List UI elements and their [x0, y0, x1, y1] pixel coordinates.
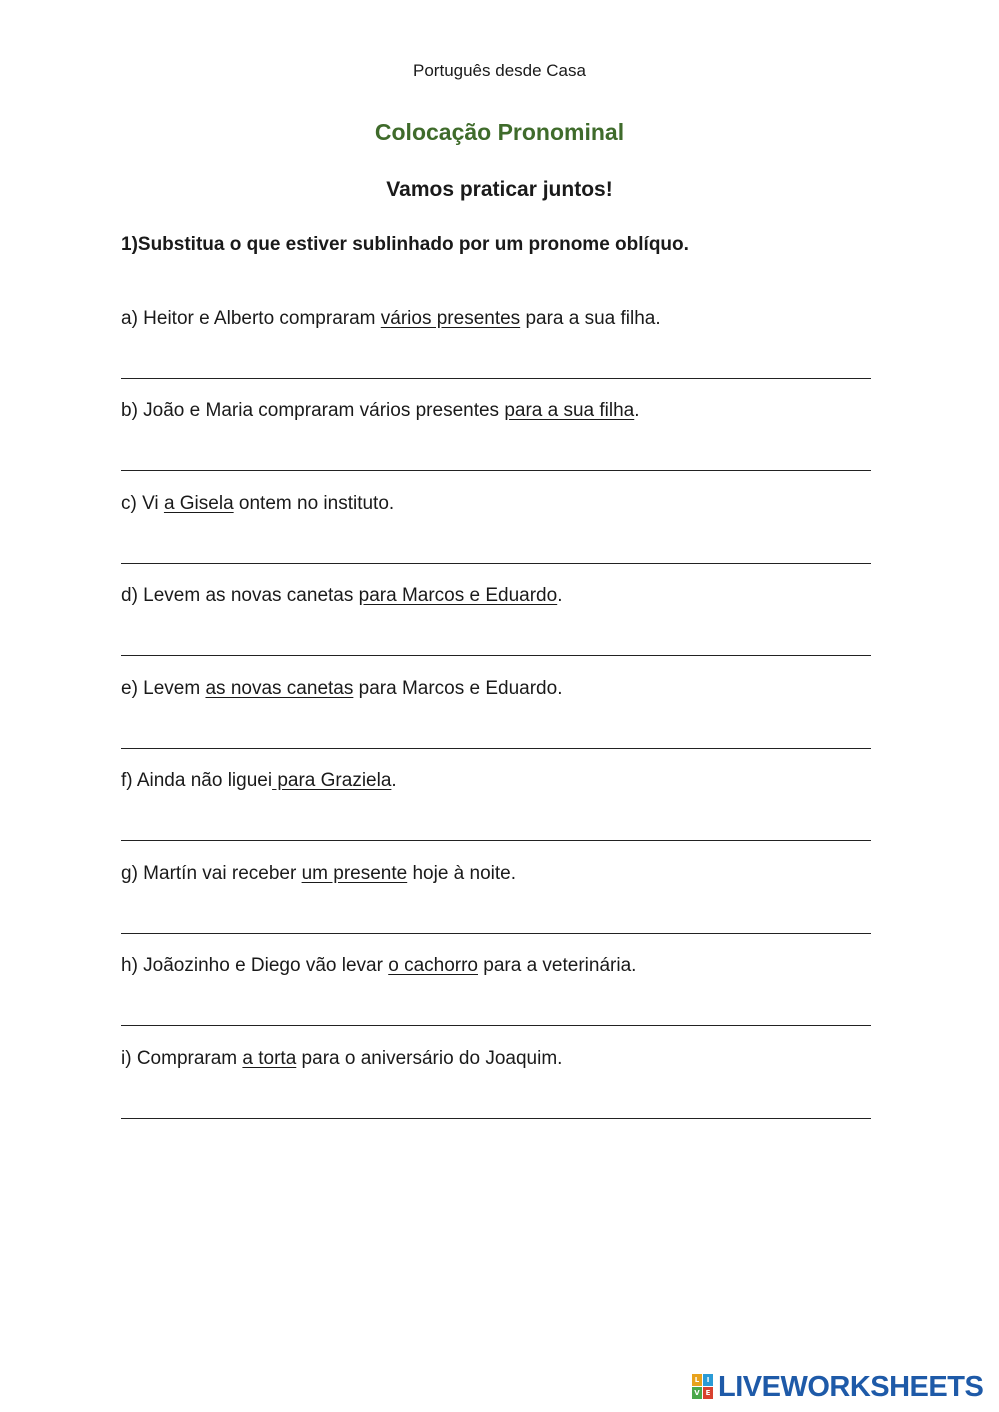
exercise-sentence: c) Vi a Gisela ontem no instituto. — [121, 493, 395, 514]
worksheet-subtitle: Vamos praticar juntos! — [386, 178, 613, 201]
answer-input-f[interactable] — [121, 820, 871, 841]
exercise-sentence: d) Levem as novas canetas para Marcos e Eduardo. — [121, 585, 563, 606]
exercise-sentence: i) Compraram a torta para o aniversário do Joaquim. — [121, 1048, 563, 1069]
exercise-a — [121, 308, 871, 388]
answer-input-d[interactable] — [121, 635, 871, 656]
exercise-d — [121, 585, 871, 665]
answer-input-h[interactable] — [121, 1005, 871, 1026]
worksheet-title: Colocação Pronominal — [374, 119, 625, 145]
exercise-sentence: g) Martín vai receber um presente hoje à noite. — [121, 863, 517, 884]
exercise-sentence: b) João e Maria compraram vários presentes para a sua filha. — [121, 400, 640, 421]
answer-input-b[interactable] — [121, 450, 871, 471]
liveworksheets-logo — [692, 1372, 983, 1402]
answer-input-e[interactable] — [121, 728, 871, 749]
exercise-f — [121, 770, 871, 850]
underlined-phrase: as novas canetas — [205, 678, 354, 699]
exercise-h — [121, 955, 871, 1035]
exercise-e — [121, 678, 871, 758]
exercise-sentence: a) Heitor e Alberto compraram vários presentes para a sua filha. — [121, 308, 661, 329]
answer-input-a[interactable] — [121, 358, 871, 379]
underlined-phrase: para a sua filha — [504, 400, 635, 421]
site-header: Português desde Casa — [413, 61, 586, 80]
exercise-b — [121, 400, 871, 480]
underlined-phrase: a Gisela — [163, 493, 234, 514]
underlined-phrase: a torta — [242, 1048, 297, 1069]
underlined-phrase: o cachorro — [388, 955, 478, 976]
logo-text: LIVEWORKSHEETS — [718, 1370, 984, 1403]
exercise-sentence: h) Joãozinho e Diego vão levar o cachorro para a veterinária. — [121, 955, 637, 976]
answer-input-i[interactable] — [121, 1098, 871, 1119]
exercise-i — [121, 1048, 871, 1128]
answer-input-g[interactable] — [121, 913, 871, 934]
exercise-instruction: 1)Substitua o que estiver sublinhado por um pronome oblíquo. — [121, 234, 689, 255]
liveworksheets-logo-icon: L I V E — [692, 1374, 714, 1400]
exercise-c — [121, 493, 871, 573]
answer-input-c[interactable] — [121, 543, 871, 564]
underlined-phrase: para Graziela — [272, 770, 392, 791]
underlined-phrase: para Marcos e Eduardo — [358, 585, 558, 606]
exercise-g — [121, 863, 871, 943]
exercise-sentence: e) Levem as novas canetas para Marcos e Eduardo. — [121, 678, 563, 699]
underlined-phrase: vários presentes — [380, 308, 521, 329]
exercise-sentence: f) Ainda não liguei para Graziela. — [121, 770, 397, 791]
underlined-phrase: um presente — [301, 863, 408, 884]
